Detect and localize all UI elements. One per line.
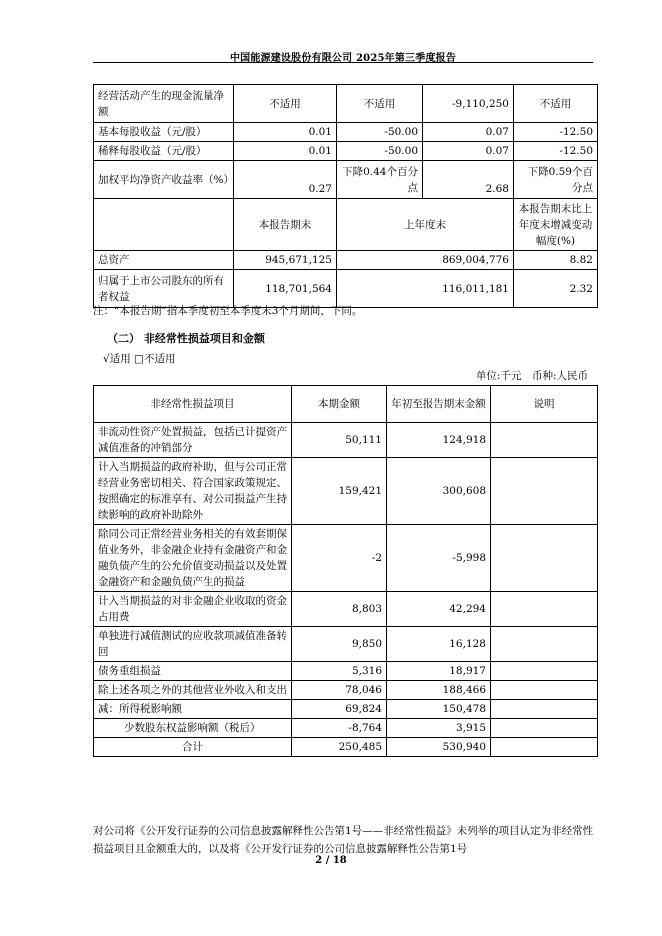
cell-value: 0.07 [423,123,514,142]
table-row [94,423,598,458]
current-amount: 50,111 [292,423,387,458]
current-amount: 69,824 [292,700,387,719]
ytd-amount: 42,294 [387,592,491,627]
row-label: 稀释每股收益（元/股） [94,142,234,161]
table-row [94,681,598,700]
cell-value: -12.50 [514,123,598,142]
current-amount: -2 [292,525,387,592]
item-label: 计入当期损益的对非金融企业收取的资金占用费 [94,592,292,627]
ytd-amount: 530,940 [387,738,491,757]
cell-value: 0.01 [234,142,337,161]
header-remark: 说明 [491,386,598,423]
remark [491,738,598,757]
table-row [94,270,598,308]
subheader-current-period-end: 本报告期末 [234,199,337,251]
row-label: 总资产 [94,251,234,270]
header-item: 非经常性损益项目 [94,386,292,423]
cell-value: 下降0.44个百分点 [337,161,423,199]
table-row [94,458,598,525]
cell-value: 2.32 [514,270,598,308]
row-label: 经营活动产生的现金流量净额 [94,85,234,123]
table-note: 注：“本报告期”指本季度初至本季度末3个月期间，下同。 [93,305,363,317]
current-amount: 250,485 [292,738,387,757]
table-subheader-row [94,199,598,251]
remark [491,700,598,719]
ytd-amount: -5,998 [387,525,491,592]
current-amount: -8,764 [292,719,387,738]
page-number: 2 / 18 [315,855,347,866]
applicable-checkbox-line: √适用 □不适用 [103,353,176,365]
current-amount: 8,803 [292,592,387,627]
item-label: 计入当期损益的政府补助，但与公司正常经营业务密切相关、符合国家政策规定、按照确定的标准享有、对公司损益产生持续影响的政府补助除外 [94,458,292,525]
ytd-amount: 3,915 [387,719,491,738]
subheader-prior-year-end: 上年度末 [337,199,514,251]
ytd-amount: 18,917 [387,662,491,681]
table-row [94,700,598,719]
item-label: 债务重组损益 [94,662,292,681]
table-row [94,592,598,627]
item-label: 少数股东权益影响额（税后） [94,719,292,738]
remark [491,662,598,681]
item-label: 除上述各项之外的其他营业外收入和支出 [94,681,292,700]
remark [491,458,598,525]
cell-value: 116,011,181 [337,270,514,308]
table-row [94,525,598,592]
remark [491,719,598,738]
cell-value: 不适用 [337,85,423,123]
table-row [94,123,598,142]
table-header-row [94,386,598,423]
empty-cell [94,199,234,251]
ytd-amount: 124,918 [387,423,491,458]
cell-value: 0.07 [423,142,514,161]
table-row [94,627,598,662]
remark [491,423,598,458]
non-recurring-items-table [93,385,598,757]
table-row [94,662,598,681]
cell-value: 下降0.59个百分点 [514,161,598,199]
item-label: 减：所得税影响额 [94,700,292,719]
subheader-change-pct: 本报告期末比上年度末增减变动幅度(%) [514,199,598,251]
cell-value: -9,110,250 [423,85,514,123]
cell-value: 869,004,776 [337,251,514,270]
page-header-title: 中国能源建设股份有限公司 2025年第三季度报告 [229,53,457,64]
header-current-amount: 本期金额 [292,386,387,423]
header-ytd-amount: 年初至报告期末金额 [387,386,491,423]
table-row [94,251,598,270]
unit-currency-label: 单位:千元 币种:人民币 [475,370,588,382]
table-row [94,85,598,123]
table-row [94,161,598,199]
remark [491,525,598,592]
cell-value: 118,701,564 [234,270,337,308]
ytd-amount: 16,128 [387,627,491,662]
ytd-amount: 188,466 [387,681,491,700]
key-financials-table [93,84,598,308]
remark [491,627,598,662]
cell-value: -50.00 [337,142,423,161]
total-label: 合计 [94,738,292,757]
ytd-amount: 300,608 [387,458,491,525]
header-rule [93,62,593,63]
table-row [94,719,598,738]
cell-value: 945,671,125 [234,251,337,270]
row-label: 基本每股收益（元/股） [94,123,234,142]
table-total-row [94,738,598,757]
section-title: （二） 非经常性损益项目和金额 [107,332,265,345]
cell-value: -50.00 [337,123,423,142]
remark [491,592,598,627]
cell-value: -12.50 [514,142,598,161]
cell-value: 8.82 [514,251,598,270]
item-label: 单独进行减值测试的应收款项减值准备转回 [94,627,292,662]
body-paragraph: 对公司将《公开发行证券的公司信息披露解释性公告第1号——非经常性损益》未列举的项目认定为非经常性损益项目且金额重大的，以及将《公开发行证券的公司信息披露解释性公告第1号 [93,825,594,855]
cell-value: 2.68 [423,161,514,199]
cell-value: 0.01 [234,123,337,142]
current-amount: 78,046 [292,681,387,700]
cell-value: 不适用 [514,85,598,123]
ytd-amount: 150,478 [387,700,491,719]
remark [491,681,598,700]
cell-value: 0.27 [234,161,337,199]
table-row [94,142,598,161]
current-amount: 5,316 [292,662,387,681]
current-amount: 9,850 [292,627,387,662]
item-label: 非流动性资产处置损益，包括已计提资产减值准备的冲销部分 [94,423,292,458]
item-label: 除同公司正常经营业务相关的有效套期保值业务外，非金融企业持有金融资产和金融负债产生的公允价值变动损益以及处置金融资产和金融负债产生的损益 [94,525,292,592]
cell-value: 不适用 [234,85,337,123]
row-label: 归属于上市公司股东的所有者权益 [94,270,234,308]
row-label: 加权平均净资产收益率（%） [94,161,234,199]
current-amount: 159,421 [292,458,387,525]
